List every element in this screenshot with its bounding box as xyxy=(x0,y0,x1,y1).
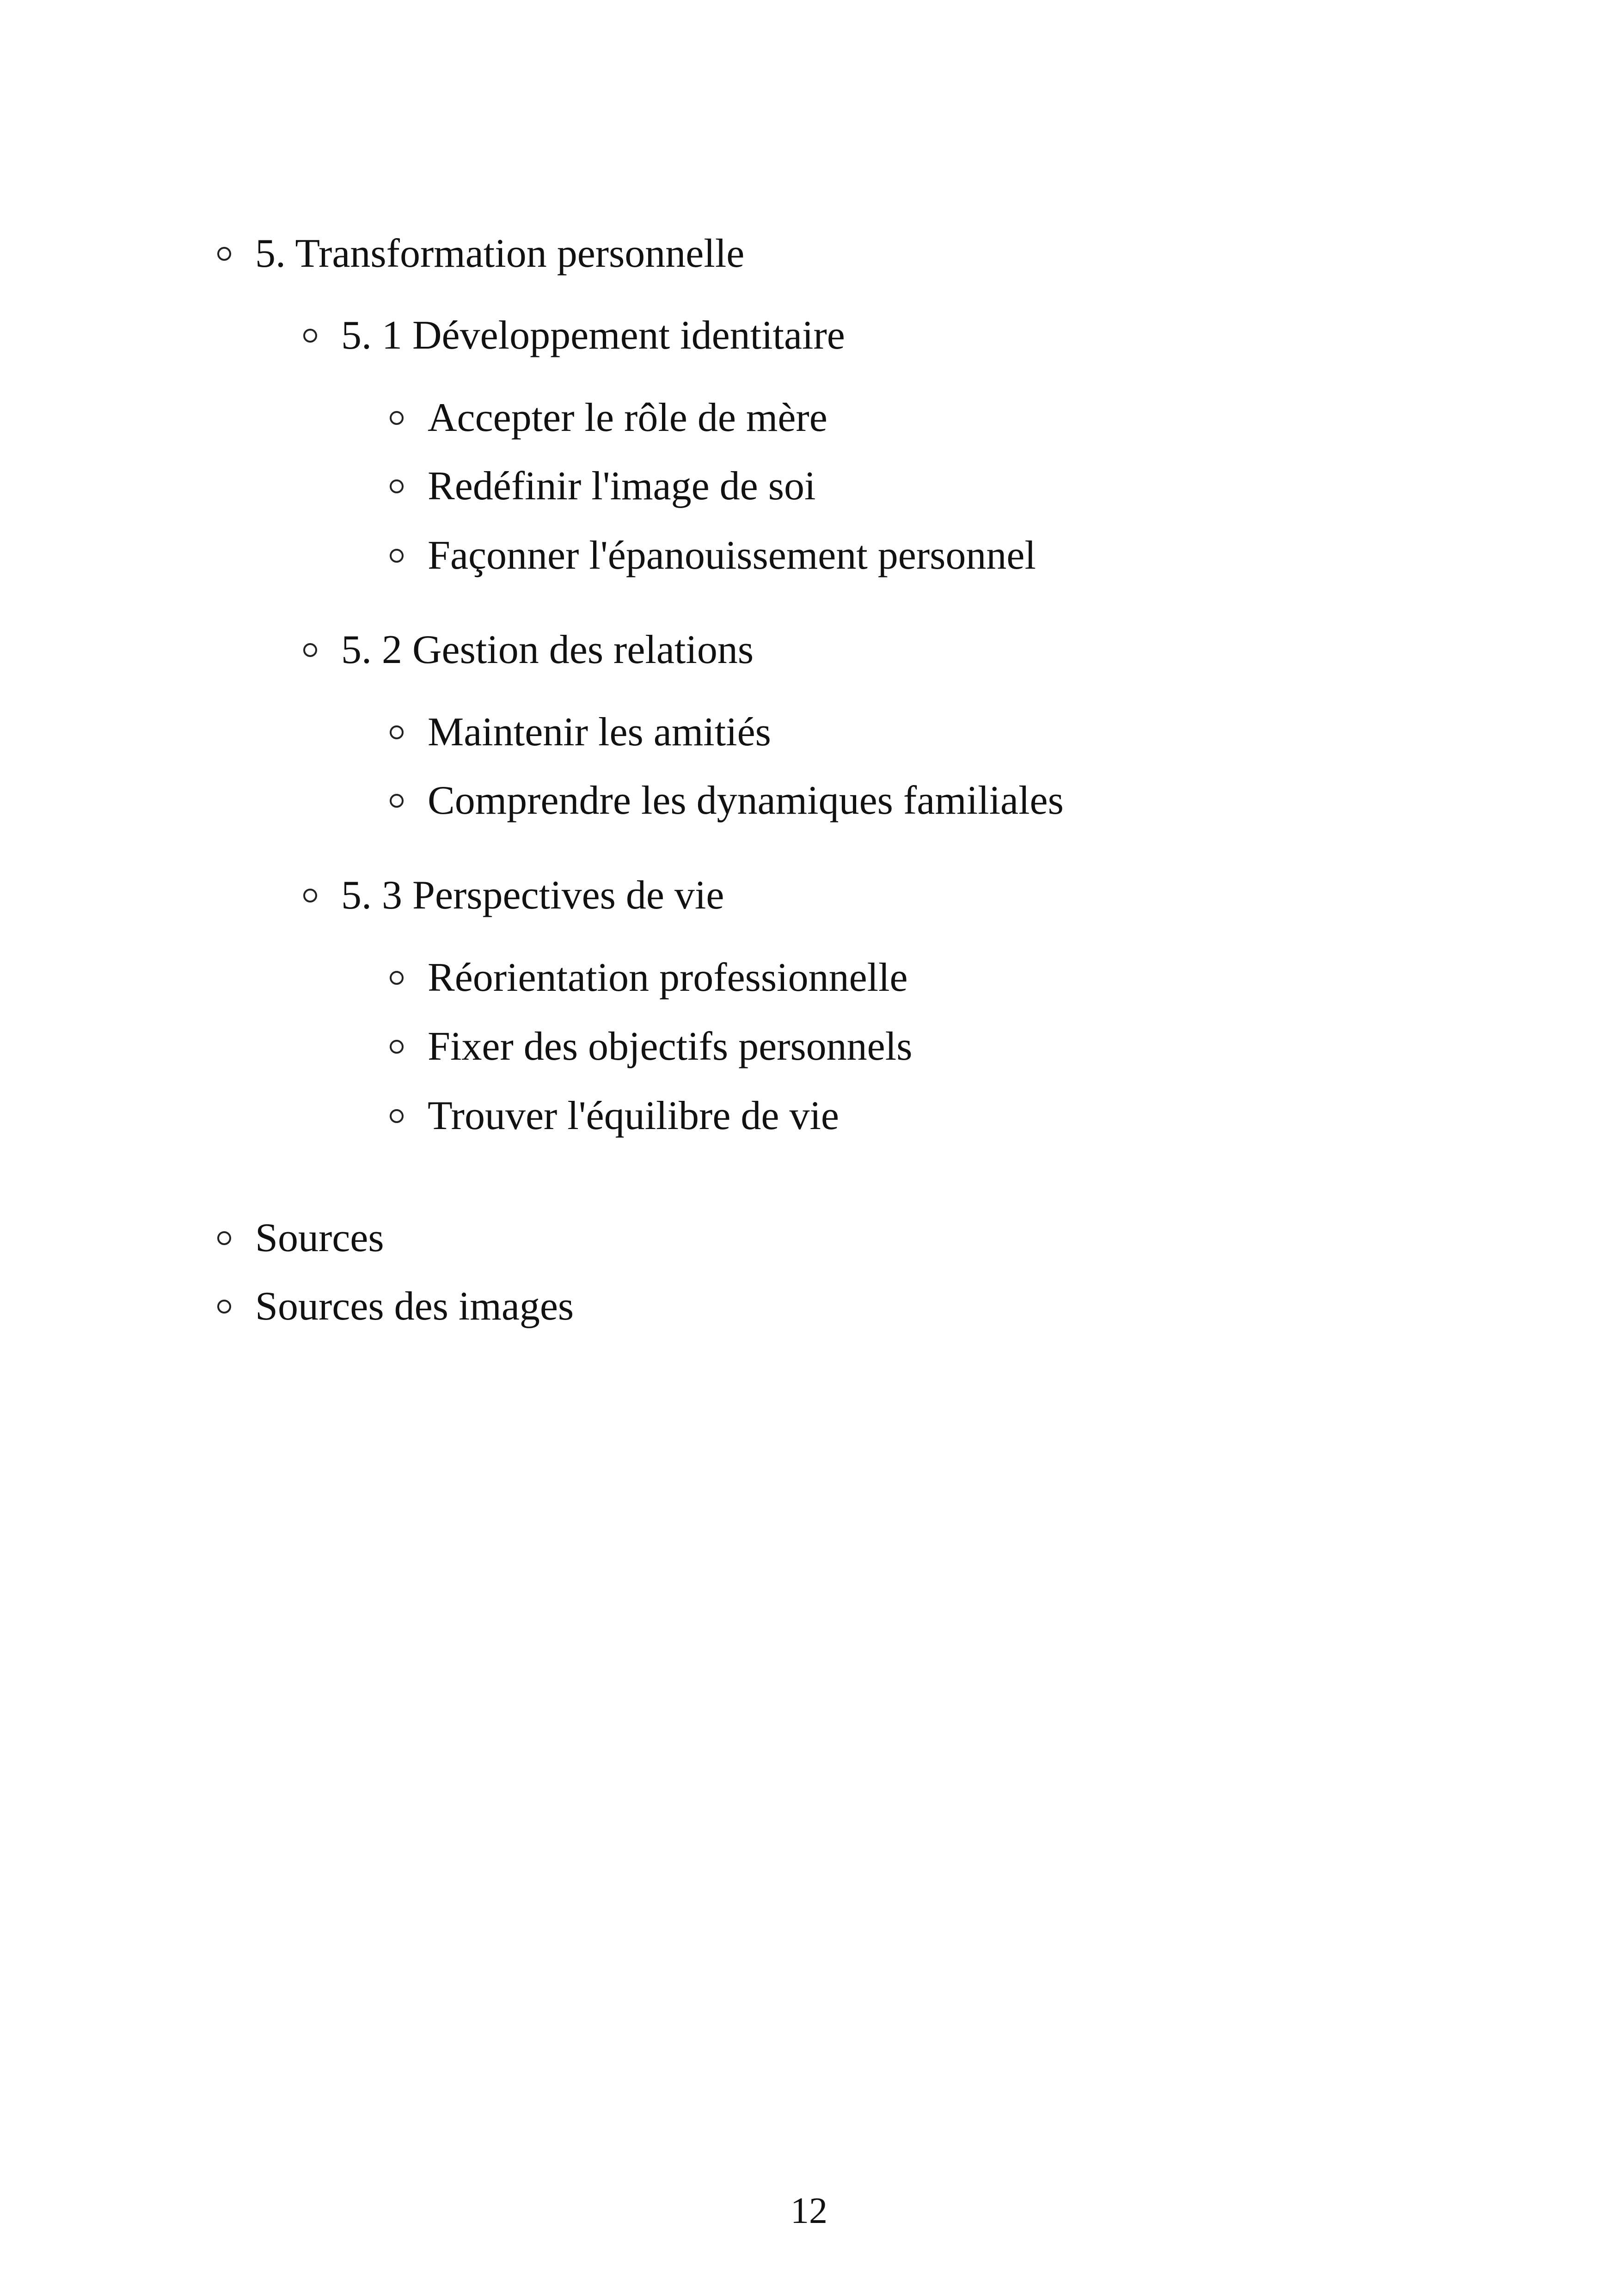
hollow-bullet-icon xyxy=(390,1040,404,1054)
toc-label: Maintenir les amitiés xyxy=(428,710,771,755)
toc-label: Comprendre les dynamiques familiales xyxy=(428,778,1064,823)
toc-item-faconner-epanouissement[interactable] xyxy=(390,535,1036,576)
toc-item-dynamiques-familiales[interactable] xyxy=(390,780,1064,821)
hollow-bullet-icon xyxy=(390,971,404,985)
toc-label: 5. Transformation personnelle xyxy=(255,231,745,276)
toc-item-section-5[interactable] xyxy=(217,233,744,274)
toc-label: Fixer des objectifs personnels xyxy=(428,1024,913,1069)
hollow-bullet-icon xyxy=(303,643,317,657)
toc-label: Réorientation professionnelle xyxy=(428,955,908,1000)
hollow-bullet-icon xyxy=(390,1109,404,1123)
hollow-bullet-icon xyxy=(303,889,317,902)
toc-label: Trouver l'équilibre de vie xyxy=(428,1093,839,1138)
toc-label: 5. 2 Gestion des relations xyxy=(341,627,754,672)
toc-item-redefinir-image[interactable] xyxy=(390,466,815,507)
toc-label: Sources des images xyxy=(255,1284,574,1329)
hollow-bullet-icon xyxy=(217,247,231,261)
toc-item-5-2[interactable] xyxy=(303,627,754,672)
toc-item-5-3[interactable] xyxy=(303,875,724,916)
toc-item-maintenir-amities[interactable] xyxy=(390,712,771,753)
toc-item-objectifs-personnels[interactable] xyxy=(390,1026,912,1067)
toc-item-5-1[interactable] xyxy=(303,315,845,356)
toc-label: Accepter le rôle de mère xyxy=(428,395,827,440)
toc-item-sources[interactable] xyxy=(217,1218,384,1259)
toc-label: 5. 1 Développement identitaire xyxy=(341,313,845,358)
toc-label: 5. 3 Perspectives de vie xyxy=(341,873,724,918)
hollow-bullet-icon xyxy=(390,549,404,563)
toc-label: Redéfinir l'image de soi xyxy=(428,464,816,509)
hollow-bullet-icon xyxy=(390,411,404,425)
page-number: 12 xyxy=(791,2191,827,2231)
hollow-bullet-icon xyxy=(390,479,404,493)
hollow-bullet-icon xyxy=(303,329,317,343)
toc-item-reorientation[interactable] xyxy=(390,955,908,1000)
toc-label: Façonner l'épanouissement personnel xyxy=(428,533,1036,578)
toc-item-equilibre-vie[interactable] xyxy=(390,1093,839,1138)
toc-label: Sources xyxy=(255,1216,384,1260)
hollow-bullet-icon xyxy=(217,1231,231,1245)
toc-item-accepter-role-mere[interactable] xyxy=(390,395,827,440)
hollow-bullet-icon xyxy=(390,794,404,808)
hollow-bullet-icon xyxy=(217,1300,231,1314)
hollow-bullet-icon xyxy=(390,725,404,739)
toc-item-image-sources[interactable] xyxy=(217,1286,574,1327)
